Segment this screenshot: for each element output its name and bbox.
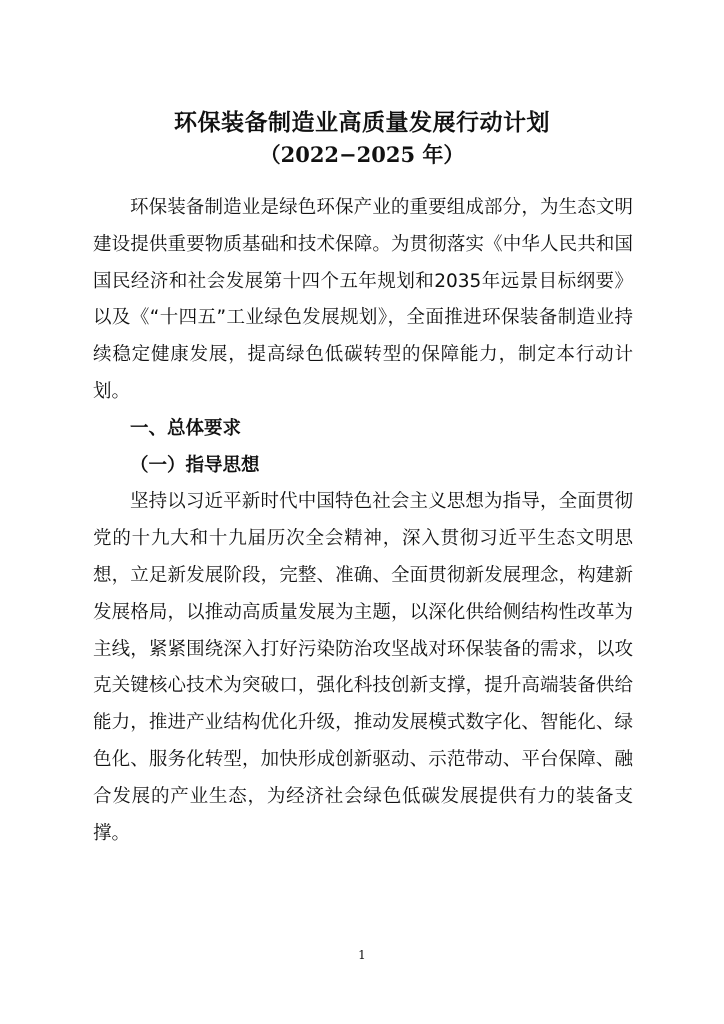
intro-paragraph: 环保装备制造业是绿色环保产业的重要组成部分，为生态文明建设提供重要物质基础和技术保障。为贯彻落实《中华人民共和国国民经济和社会发展第十四个五年规划和2035年远景目标纲要》以及《“十四五”工业绿色发展规划》，全面推进环保装备制造业持续稳定健康发展，提高绿色低碳转型的保障能力，制定本行动计划。 xyxy=(93,197,633,402)
document-body xyxy=(93,190,633,852)
document-title: 环保装备制造业高质量发展行动计划 xyxy=(174,109,550,136)
subsection-heading: （一）指导思想 xyxy=(130,454,260,476)
document-subtitle: （2022−2025 年） xyxy=(259,142,465,167)
section-heading: 一、总体要求 xyxy=(130,417,242,439)
guiding-paragraph: 坚持以习近平新时代中国特色社会主义思想为指导，全面贯彻党的十九大和十九届历次全会精神，深入贯彻习近平生态文明思想，立足新发展阶段，完整、准确、全面贯彻新发展理念，构建新发展格局，以推动高质量发展为主题，以深化供给侧结构性改革为主线，紧紧围绕深入打好污染防治攻坚战对环保装备的需求，以攻克关键核心技术为突破口，强化科技创新支撑，提升高端装备供给能力，推进产业结构优化升级，推动发展模式数字化、智能化、绿色化、服务化转型，加快形成创新驱动、示范带动、平台保障、融合发展的产业生态，为经济社会绿色低碳发展提供有力的装备支撑。 xyxy=(93,491,633,844)
page-number: 1 xyxy=(358,948,366,962)
